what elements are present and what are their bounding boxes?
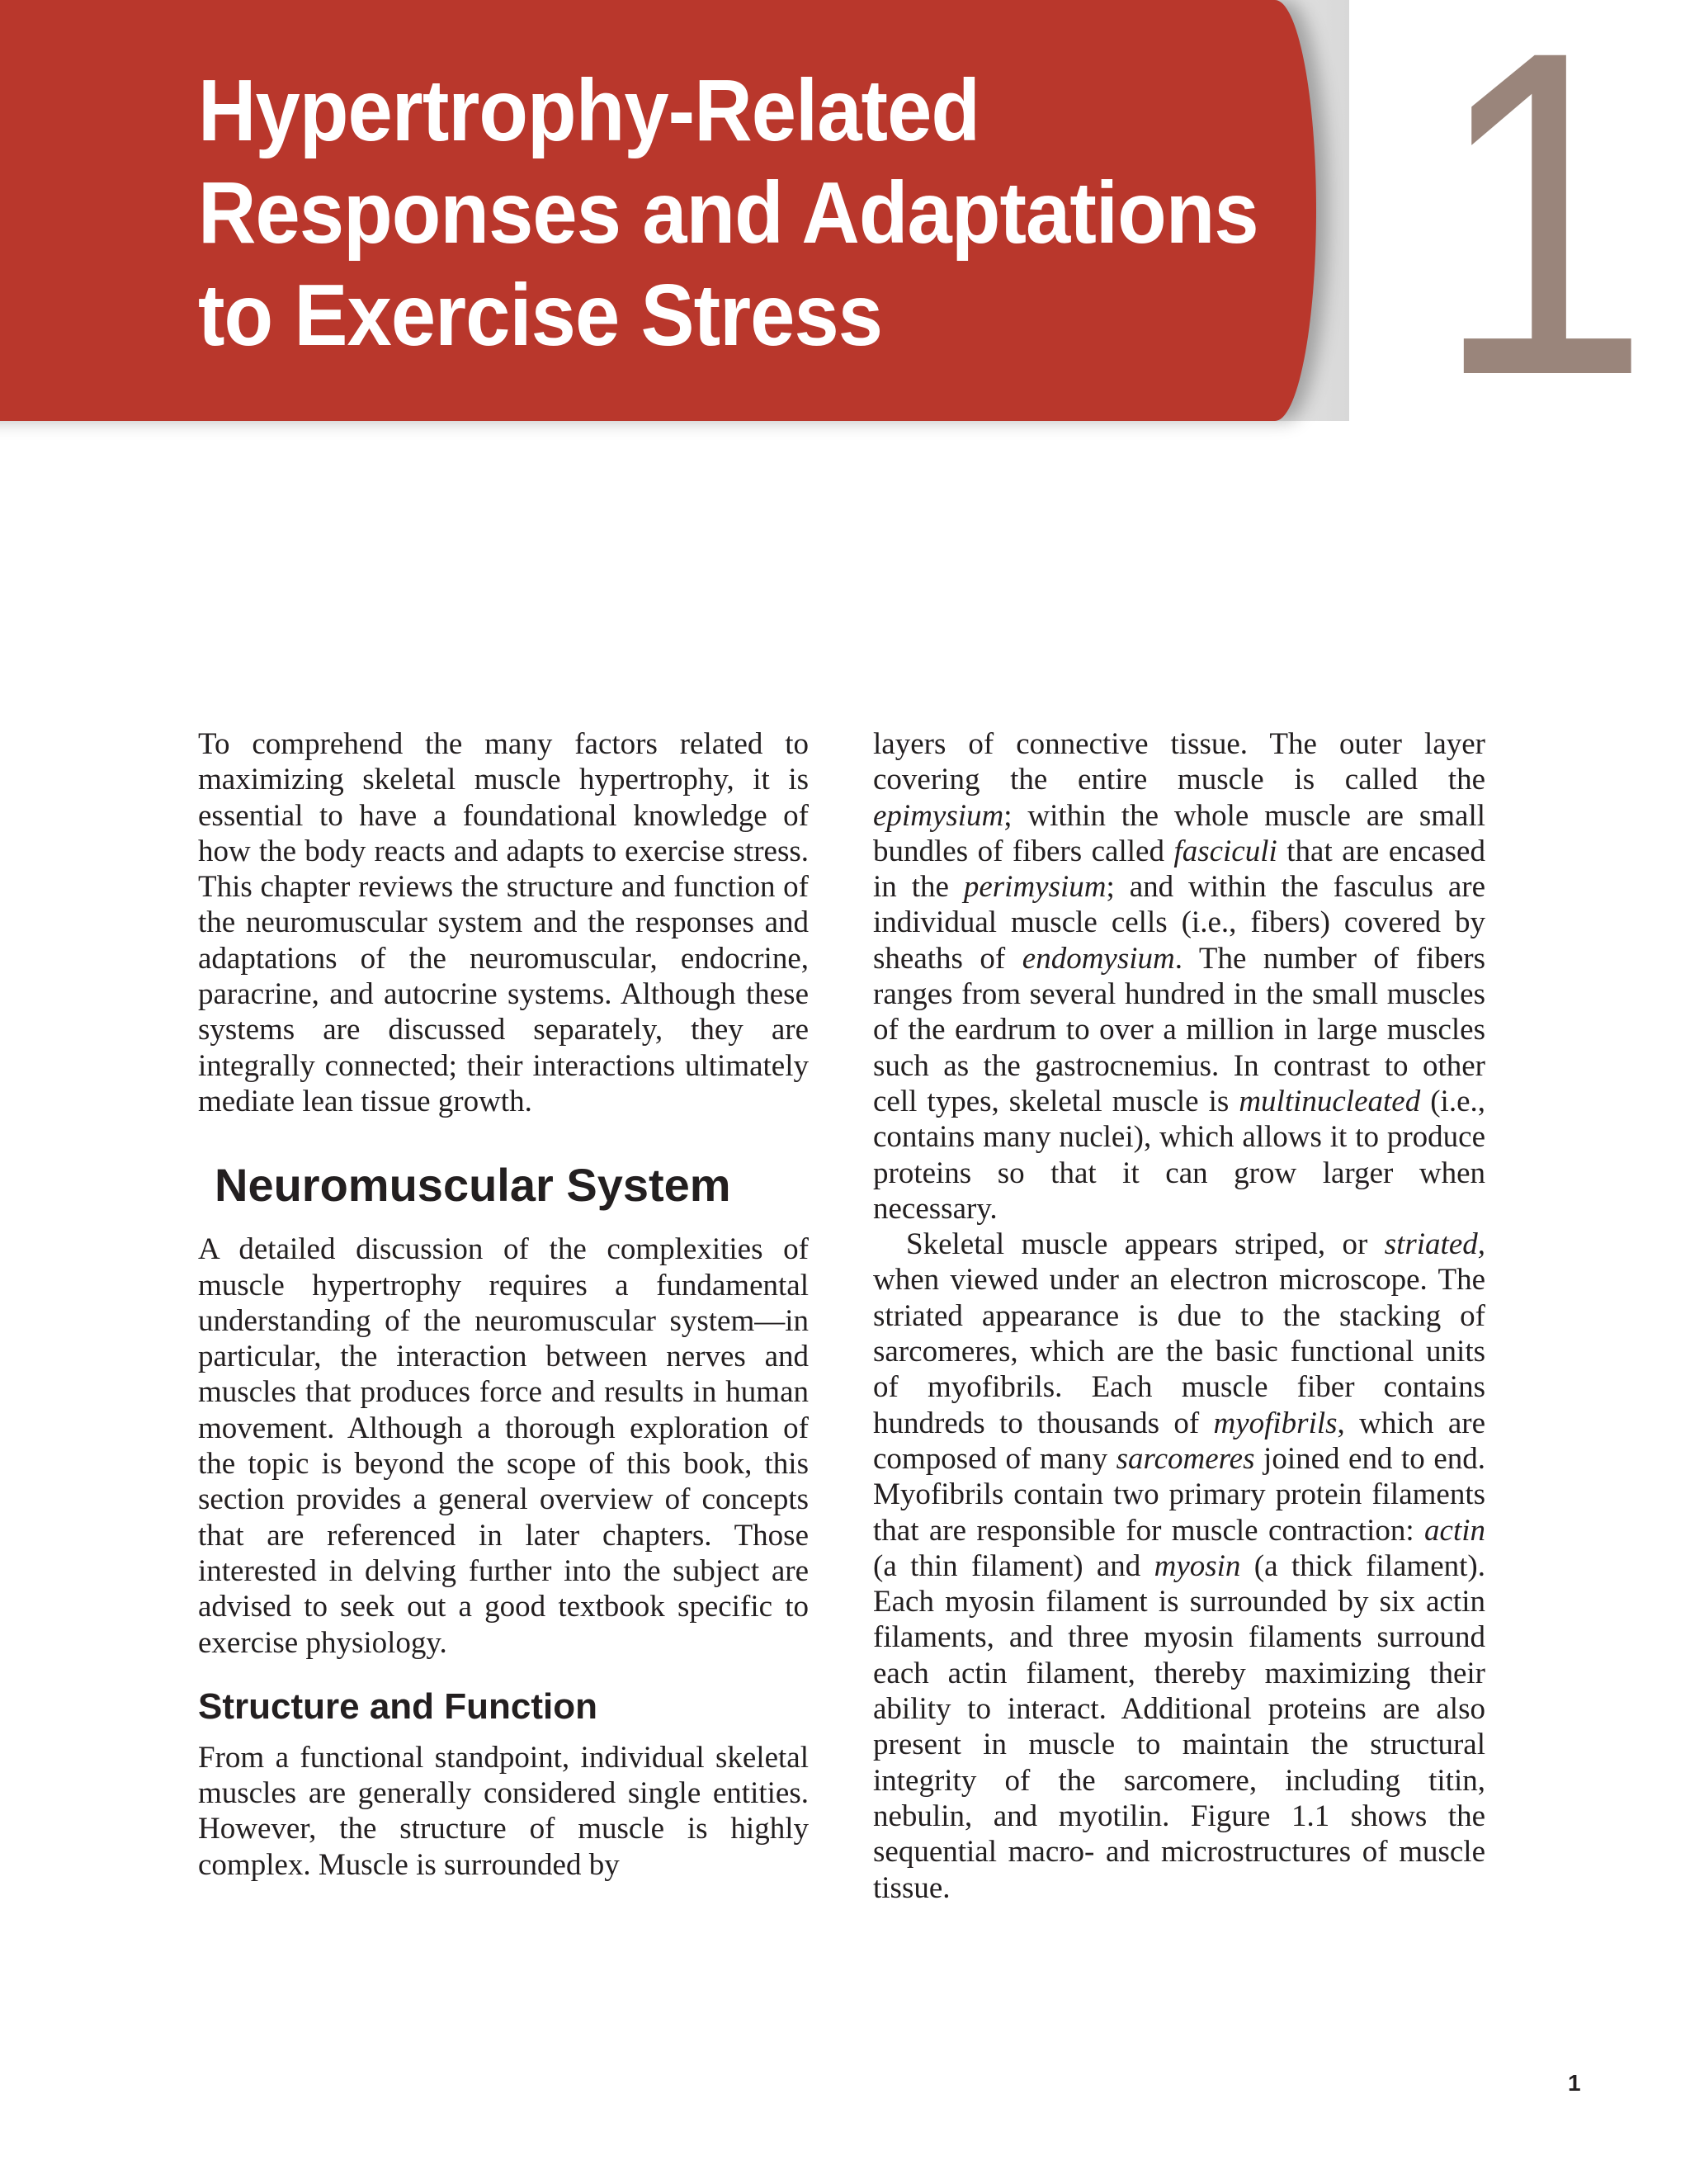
section-heading: Neuromuscular System [215, 1159, 731, 1212]
intro-paragraph: To comprehend the many factors related to maximizing skeletal muscle hypertrophy, it is essential to have a foundational knowledge of how the body reacts and adapts to exercise stress. This chapter reviews the structure and function of the neuromuscular system and the responses and adaptations of the neuromuscular, endocrine, paracrine, and autocrine systems. Although these systems are discussed separately, they are integrally connected; their interactions ultimately mediate lean tissue growth. [198, 727, 809, 1118]
term-striated: striated, [1384, 1227, 1485, 1262]
term-actin: actin [1424, 1513, 1485, 1548]
chapter-title-line: Responses and Adaptations [198, 164, 1258, 262]
text-run: (a thin filament) and [873, 1548, 1154, 1583]
term-fasciculi: fasciculi [1173, 834, 1277, 868]
term-epimysium: epimysium [873, 798, 1004, 833]
text-run: (i.e., contains many nuclei), which allows it to produce proteins so that it can grow larger when necessary. [873, 1084, 1485, 1226]
term-endomysium: endomysium [1022, 941, 1175, 976]
subsection-heading: Structure and Function [198, 1685, 597, 1727]
term-myosin: myosin [1154, 1548, 1241, 1583]
text-run: when viewed under an electron microscope. The striated appearance is due to the stacking of sarcomeres, which are the basic functional units of myofibrils. Each muscle fiber contains hundreds to thousands of [873, 1263, 1485, 1440]
term-sarcomeres: sarcomeres [1116, 1441, 1255, 1476]
page-number: 1 [1568, 2070, 1581, 2096]
text-run: ; within the whole muscle are small bundles of fibers called [873, 798, 1485, 868]
text-run: joined end to end. Myofibrils contain two primary protein filaments that are responsible for muscle contraction: [873, 1441, 1485, 1548]
body-paragraph: From a functional standpoint, individual skeletal muscles are generally considered single entities. However, the structure of muscle is highly complex. Muscle is surrounded by [198, 1740, 809, 1882]
body-paragraph [873, 1227, 1485, 1906]
text-run: , which are composed of many [873, 1406, 1485, 1476]
right-column [873, 726, 1485, 1906]
body-paragraph: A detailed discussion of the complexities of muscle hypertrophy requires a fundamental understanding of the neuromuscular system—in particular, the interaction between nerves and muscles that produces force and results in human movement. Although a thorough exploration of the topic is beyond the scope of this book, this section provides a general overview of concepts that are referenced in later chapters. Those interested in delving further into the subject are advised to seek out a good textbook specific to exercise physiology. [198, 1232, 809, 1660]
left-column [198, 726, 809, 1883]
body-paragraph [873, 726, 1485, 1227]
term-myofibrils: myofibrils [1213, 1406, 1338, 1440]
text-run: (a thick filament). Each myosin filament is surrounded by six actin filaments, and three myosin filaments surround each actin filament, thereby maximizing their ability to interact. Additional proteins are also present in muscle to maintain the structural integrity of the sarcomere, including titin, nebulin, and myotilin. Figure 1.1 shows the sequential macro- and microstructures of muscle tissue. [873, 1548, 1485, 1905]
chapter-title-line: to Exercise Stress [198, 267, 883, 364]
text-run: ; and within the fasculus are individual muscle cells (i.e., fibers) covered by sheaths of [873, 870, 1486, 976]
text-run: that are encased in the [873, 834, 1485, 905]
chapter-title [198, 59, 1258, 366]
term-multinucleated: multinucleated [1239, 1084, 1421, 1118]
chapter-number: 1 [1434, 0, 1650, 471]
text-run: . The number of fibers ranges from several hundred in the small muscles of the eardrum to over a million in large muscles such as the gastrocnemius. In contrast to other cell types, skeletal muscle is [873, 941, 1485, 1118]
text-run: layers of connective tissue. The outer layer covering the entire muscle is called the [873, 727, 1485, 797]
chapter-title-line: Hypertrophy-Related [198, 62, 980, 159]
text-run: Skeletal muscle appears striped, or [906, 1227, 1385, 1262]
term-perimysium: perimysium [963, 870, 1107, 905]
